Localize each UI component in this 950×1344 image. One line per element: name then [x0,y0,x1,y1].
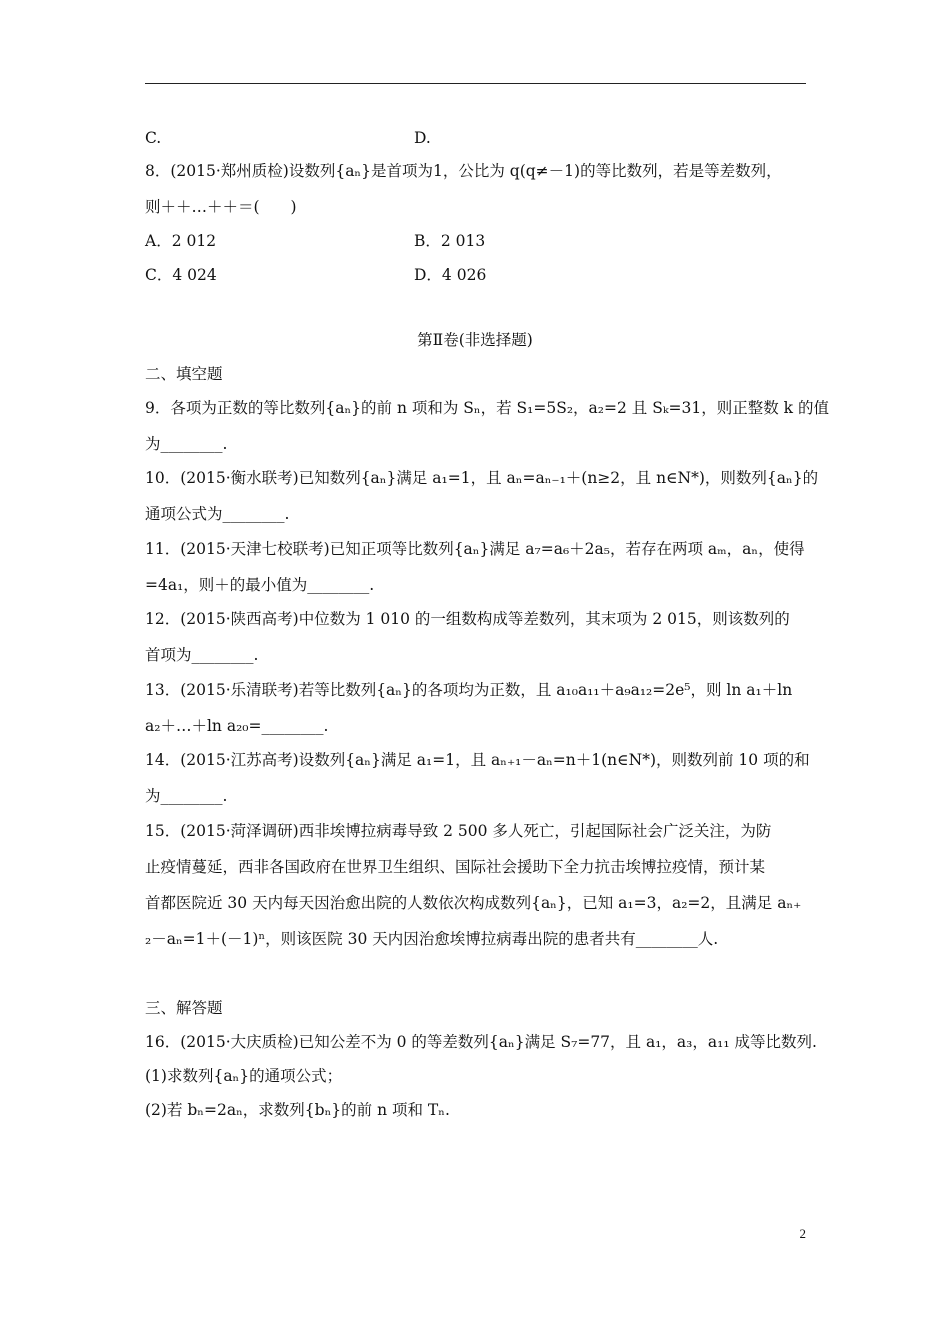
header-rule [145,83,806,84]
section2-subtitle: 二、填空题 [145,365,223,383]
q16-line1: 16．(2015·大庆质检)已知公差不为 0 的等差数列{aₙ}满足 S₇=77，且 a₁，a₃，a₁₁ 成等比数列. [145,1033,817,1051]
q10-line1: 10．(2015·衡水联考)已知数列{aₙ}满足 a₁=1，且 aₙ=aₙ₋₁＋(n≥2，且 n∈N*)，则数列{aₙ}的 [145,469,819,487]
page-number: 2 [799,1226,806,1241]
q11-line1: 11．(2015·天津七校联考)已知正项等比数列{aₙ}满足 a₇=a₆＋2a₅，若存在两项 aₘ，aₙ，使得 [145,540,805,558]
q13-line2: a₂＋…＋ln a₂₀=________. [145,717,329,735]
q8-option-b: B．2 013 [414,232,486,250]
q14-line1: 14．(2015·江苏高考)设数列{aₙ}满足 a₁=1，且 aₙ₊₁－aₙ=n＋1(n∈N*)，则数列前 10 项的和 [145,751,810,769]
q15-line1: 15．(2015·菏泽调研)西非埃博拉病毒导致 2 500 多人死亡，引起国际社会广泛关注，为防 [145,822,772,840]
q15-line3: 首都医院近 30 天内每天因治愈出院的人数依次构成数列{aₙ}，已知 a₁=3，a₂=2，且满足 aₙ₊ [145,894,802,912]
q12-line1: 12．(2015·陕西高考)中位数为 1 010 的一组数构成等差数列，其末项为 2 015，则该数列的 [145,610,790,628]
q8-line2: 则＋＋…＋＋＝( ) [145,198,297,216]
q12-line2: 首项为________. [145,646,259,664]
q9-line1: 9．各项为正数的等比数列{aₙ}的前 n 项和为 Sₙ，若 S₁=5S₂，a₂=2 且 Sₖ=31，则正整数 k 的值 [145,399,829,417]
section3-title: 三、解答题 [145,999,223,1017]
q10-line2: 通项公式为________. [145,505,290,523]
q13-line1: 13．(2015·乐清联考)若等比数列{aₙ}的各项均为正数，且 a₁₀a₁₁＋a₉a₁₂=2e⁵，则 ln a₁＋ln [145,681,793,699]
q9-line2: 为________. [145,435,228,453]
q7-option-d: D. [414,129,431,147]
q8-line1: 8．(2015·郑州质检)设数列{aₙ}是首项为1，公比为 q(q≠－1)的等比数列，若是等差数列， [145,162,782,180]
q8-option-d: D．4 026 [414,266,487,284]
q15-line2: 止疫情蔓延，西非各国政府在世界卫生组织、国际社会援助下全力抗击埃博拉疫情，预计某 [145,858,766,876]
q7-option-c: C. [145,129,162,147]
q8-option-c: C．4 024 [145,266,217,284]
q11-line2: =4a₁，则＋的最小值为________. [145,576,375,594]
q15-line4: ₂－aₙ=1＋(－1)ⁿ，则该医院 30 天内因治愈埃博拉病毒出院的患者共有________人. [145,930,719,948]
section2-title: 第Ⅱ卷(非选择题) [417,331,533,349]
q16-part1: (1)求数列{aₙ}的通项公式； [145,1067,343,1085]
q16-part2: (2)若 bₙ=2aₙ，求数列{bₙ}的前 n 项和 Tₙ. [145,1101,450,1119]
q14-line2: 为________. [145,787,228,805]
q8-option-a: A．2 012 [145,232,217,250]
